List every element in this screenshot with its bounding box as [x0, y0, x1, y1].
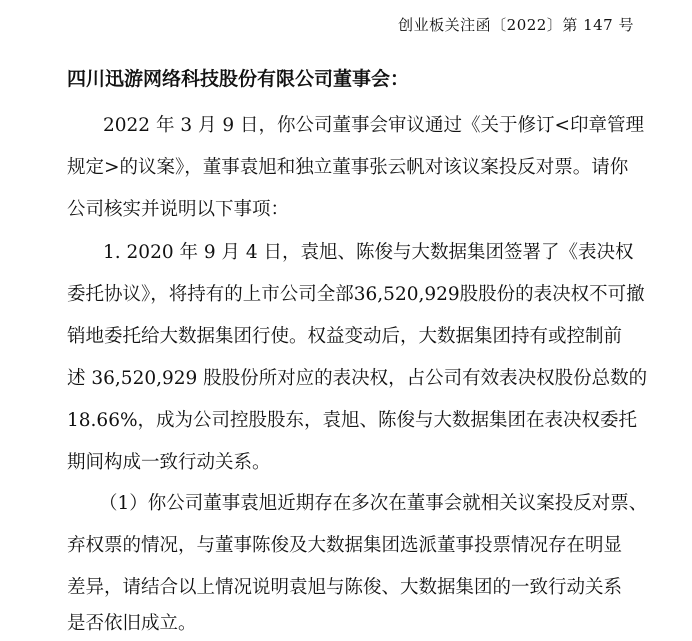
item1-line-4: 述 36,520,929 股股份所对应的表决权，占公司有效表决权股份总数的 [67, 368, 648, 389]
item1-line-5: 18.66%，成为公司控股股东，袁旭、陈俊与大数据集团在表决权委托 [67, 410, 638, 431]
document-number: 创业板关注函〔2022〕第 147 号 [398, 16, 634, 34]
intro-line-1: 2022 年 3 月 9 日，你公司董事会审议通过《关于修订<印章管理 [103, 115, 645, 136]
item1-line-3: 销地委托给大数据集团行使。权益变动后，大数据集团持有或控制前 [67, 326, 623, 347]
sub1-line-4: 是否依旧成立。 [67, 613, 197, 634]
intro-line-2: 规定>的议案》，董事袁旭和独立董事张云帆对该议案投反对票。请你 [67, 157, 629, 178]
sub1-line-1: （1）你公司董事袁旭近期存在多次在董事会就相关议案投反对票、 [99, 493, 648, 514]
item1-line-6: 期间构成一致行动关系。 [67, 452, 271, 473]
intro-line-3: 公司核实并说明以下事项： [67, 199, 290, 220]
sub1-line-3: 差异，请结合以上情况说明袁旭与陈俊、大数据集团的一致行动关系 [67, 577, 623, 598]
item1-line-2: 委托协议》，将持有的上市公司全部36,520,929股股份的表决权不可撤 [67, 284, 645, 305]
item1-line-1: 1. 2020 年 9 月 4 日，袁旭、陈俊与大数据集团签署了《表决权 [103, 242, 634, 263]
sub1-line-2: 弃权票的情况，与董事陈俊及大数据集团选派董事投票情况存在明显 [67, 535, 623, 556]
addressee-heading: 四川迅游网络科技股份有限公司董事会： [67, 68, 410, 90]
